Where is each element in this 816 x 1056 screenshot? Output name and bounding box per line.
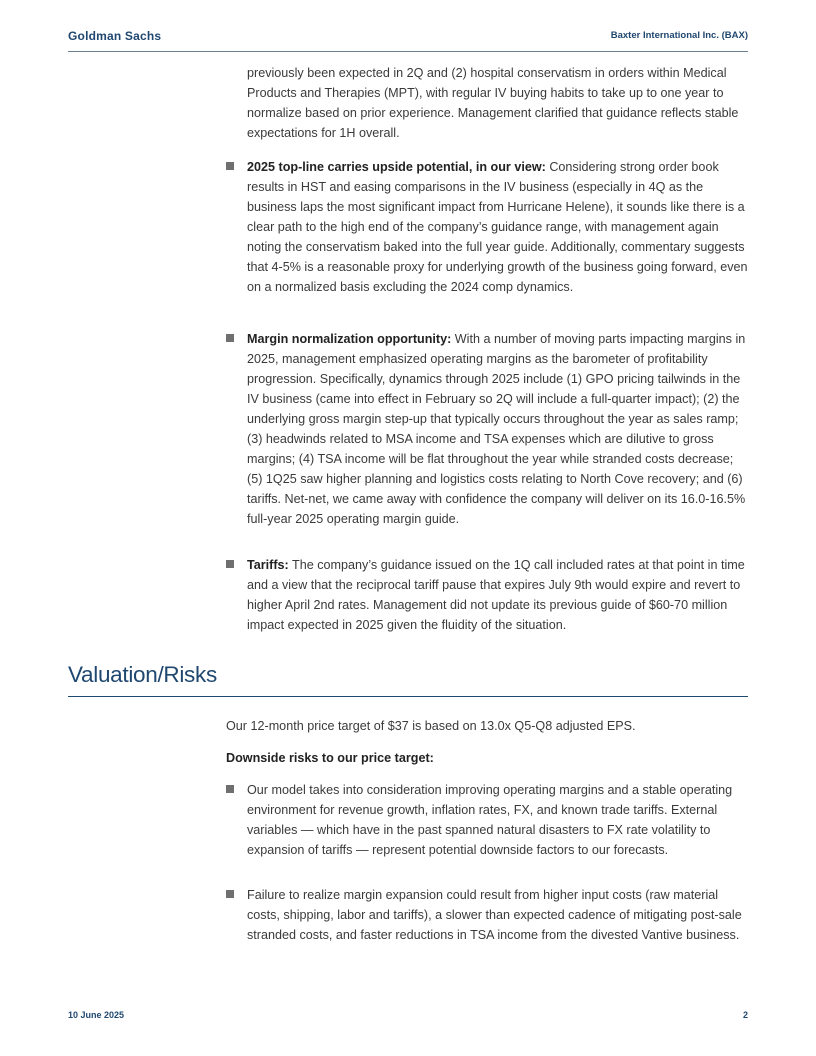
bullet-text: Considering strong order book results in HST and easing comparisons in the IV business (especially in 4Q as the business laps the most significant impact from Hurricane Helene), it sounds like there is a clear path to the high end of the company’s guidance range, with management again noting the conservatism baked into the full year guide. Additionally, commentary suggests that 4-5% is a reasonable proxy for underlying growth of the business going forward, even on a normalized basis excluding the 2024 comp dynamics. bbox=[247, 160, 748, 294]
page-header bbox=[68, 29, 748, 52]
risks-heading: Downside risks to our price target: bbox=[226, 751, 434, 765]
bullet-margin bbox=[247, 329, 749, 529]
bullet-tariffs bbox=[247, 555, 749, 635]
risk-item: Our model takes into consideration improving operating margins and a stable operating environment for revenue growth, inflation rates, FX, and known trade tariffs. External variables — which have in the past spanned natural disasters to FX rate volatility to expansion of tariffs — represent potential downside factors to our forecasts. bbox=[247, 783, 733, 857]
bullet-marker bbox=[226, 334, 234, 342]
page-number: 2 bbox=[742, 1010, 748, 1020]
bullet-marker bbox=[226, 785, 234, 793]
risk-item: Failure to realize margin expansion could result from higher input costs (raw material costs, shipping, labor and tariffs), a slower than expected cadence of mitigating post-sale stranded costs, and faster reductions in TSA income from the divested Vantive business. bbox=[247, 888, 742, 942]
bullet-heading: 2025 top-line carries upside potential, in our view: bbox=[247, 160, 546, 174]
report-company: Baxter International Inc. (BAX) bbox=[610, 30, 748, 41]
bullet-marker bbox=[226, 890, 234, 898]
section-title: Valuation/Risks bbox=[68, 662, 217, 687]
bullet-marker bbox=[226, 162, 234, 170]
footer-date: 10 June 2025 bbox=[68, 1010, 125, 1020]
bullet-text: The company’s guidance issued on the 1Q call included rates at that point in time and a view that the reciprocal tariff pause that expires July 9th would expire and revert to higher April 2nd rates. Management did not update its previous guide of $60-70 million impact expected in 2025 given the fluidity of the situation. bbox=[247, 558, 745, 632]
brand-name: Goldman Sachs bbox=[68, 29, 162, 43]
price-target-text: Our 12-month price target of $37 is based on 13.0x Q5-Q8 adjusted EPS. bbox=[226, 719, 636, 733]
bullet-marker bbox=[226, 560, 234, 568]
section-header bbox=[68, 660, 748, 697]
bullet-heading: Margin normalization opportunity: bbox=[247, 332, 452, 346]
bullet-heading: Tariffs: bbox=[247, 558, 289, 572]
continued-paragraph: previously been expected in 2Q and (2) hospital conservatism in orders within Medical Products and Therapies (MPT), with regular IV buying habits to take up to one year to normalize based on prior experience. Management clarified that guidance reflects stable expectations for 1H overall. bbox=[247, 66, 739, 140]
bullet-topline bbox=[247, 157, 749, 297]
bullet-text: With a number of moving parts impacting margins in 2025, management emphasized operating margins as the barometer of profitability progression. Specifically, dynamics through 2025 include (1) GPO pricing tailwinds in the IV business (came into effect in February so 2Q will include a full-quarter impact); (2) the underlying gross margin step-up that typically occurs throughout the year as sales ramp; (3) headwinds related to MSA income and TSA expenses which are dilutive to gross margins; (4) TSA income will be flat throughout the year while stranded costs decrease; (5) 1Q25 saw higher planning and logistics costs relating to North Cove recovery; and (6) tariffs. Net-net, we came away with confidence the company will deliver on its 16.0-16.5% full-year 2025 operating margin guide. bbox=[247, 332, 746, 526]
